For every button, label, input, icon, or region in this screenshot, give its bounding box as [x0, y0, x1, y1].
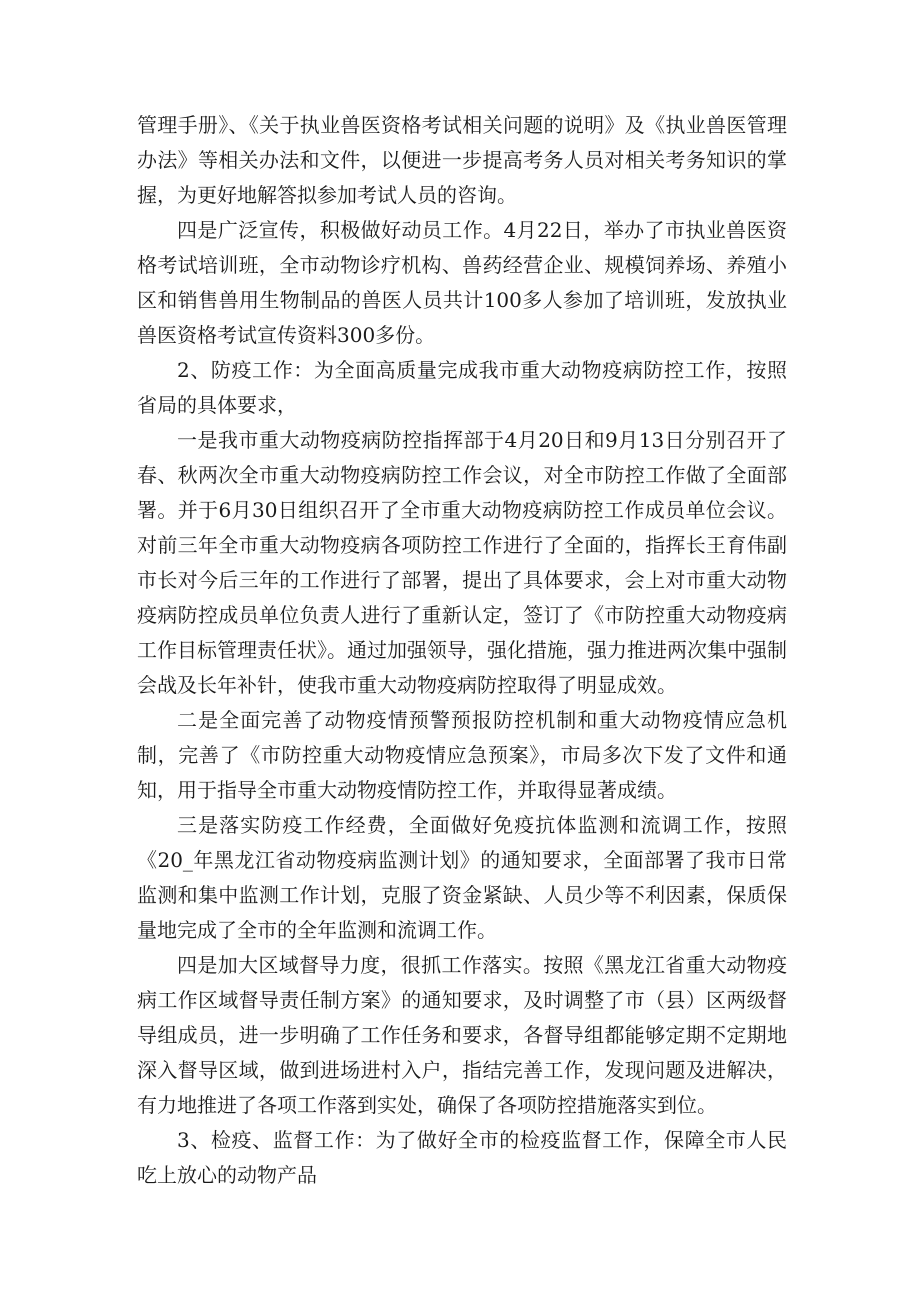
paragraph: 3、检疫、监督工作：为了做好全市的检疫监督工作，保障全市人民吃上放心的动物产品: [137, 1128, 787, 1187]
document-body: [137, 108, 787, 1193]
paragraph: 二是全面完善了动物疫情预警预报防控机制和重大动物疫情应急机制，完善了《市防控重大动物疫情应急预案》，市局多次下发了文件和通知，用于指导全市重大动物疫情防控工作，并取得显著成绩。: [137, 708, 787, 802]
paragraph: 四是广泛宣传，积极做好动员工作。4月22日，举办了市执业兽医资格考试培训班，全市动物诊疗机构、兽药经营企业、规模饲养场、养殖小区和销售兽用生物制品的兽医人员共计100多人参加了培训班，发放执业兽医资格考试宣传资料300多份。: [137, 218, 787, 347]
paragraph: 管理手册》、《关于执业兽医资格考试相关问题的说明》及《执业兽医管理办法》等相关办法和文件，以便进一步提高考务人员对相关考务知识的掌握，为更好地解答拟参加考试人员的咨询。: [137, 113, 787, 207]
paragraph: 2、防疫工作：为全面高质量完成我市重大动物疫病防控工作，按照省局的具体要求，: [137, 358, 787, 417]
paragraph: 四是加大区域督导力度，很抓工作落实。按照《黑龙江省重大动物疫病工作区域督导责任制方案》的通知要求，及时调整了市（县）区两级督导组成员，进一步明确了工作任务和要求，各督导组都能够定期不定期地深入督导区域，做到进场进村入户，指结完善工作，发现问题及进解决，有力地推进了各项工作落到实处，确保了各项防控措施落实到位。: [137, 953, 787, 1117]
paragraph: 一是我市重大动物疫病防控指挥部于4月20日和9月13日分别召开了春、秋两次全市重大动物疫病防控工作会议，对全市防控工作做了全面部署。并于6月30日组织召开了全市重大动物疫病防控工作成员单位会议。对前三年全市重大动物疫病各项防控工作进行了全面的，指挥长王育伟副市长对今后三年的工作进行了部署，提出了具体要求，会上对市重大动物疫病防控成员单位负责人进行了重新认定，签订了《市防控重大动物疫病工作目标管理责任状》。通过加强领导，强化措施，强力推进两次集中强制会战及长年补针，使我市重大动物疫病防控取得了明显成效。: [137, 428, 787, 697]
paragraph: 三是落实防疫工作经费，全面做好免疫抗体监测和流调工作，按照《20_年黑龙江省动物疫病监测计划》的通知要求，全面部署了我市日常监测和集中监测工作计划，克服了资金紧缺、人员少等不利因素，保质保量地完成了全市的全年监测和流调工作。: [137, 813, 787, 942]
